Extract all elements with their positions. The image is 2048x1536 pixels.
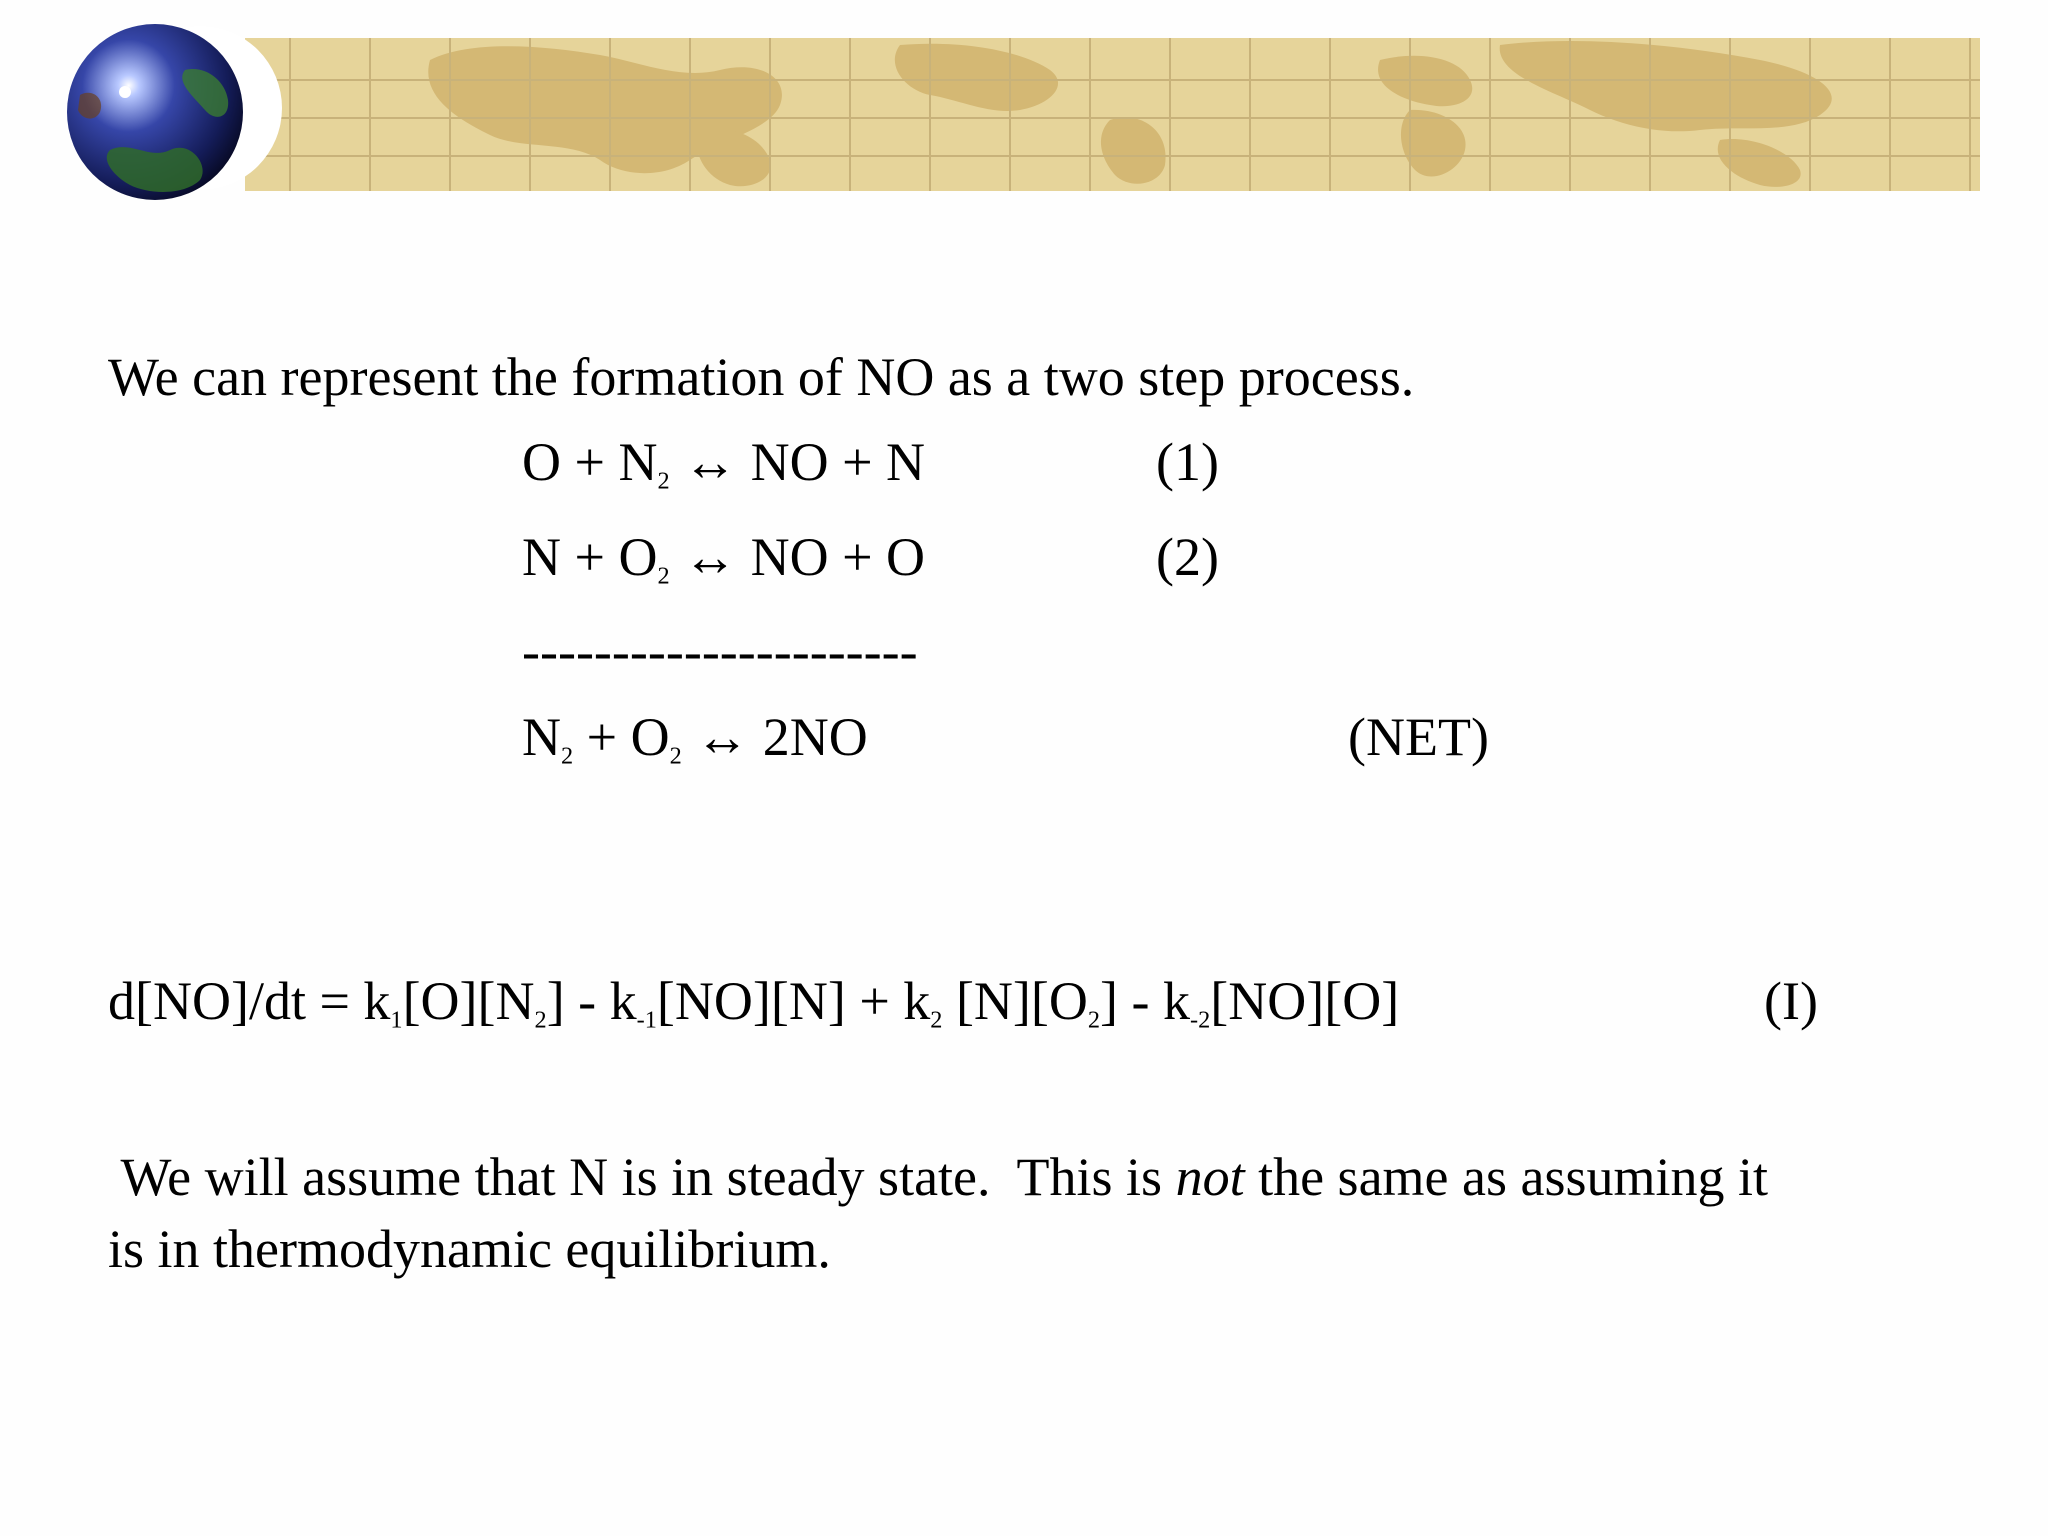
rate-equation — [108, 971, 1400, 1034]
net-reaction-part: + O — [573, 707, 670, 767]
conclusion-text: the same as assuming it — [1244, 1147, 1768, 1207]
net-reaction — [522, 707, 868, 770]
rate-equation-label: (I) — [1764, 971, 1818, 1031]
net-reaction-subscript: 2 — [669, 742, 682, 770]
reaction-1-label: (1) — [1156, 432, 1219, 492]
reaction-2-part: ↔ NO + O — [669, 527, 926, 587]
reaction-2 — [522, 527, 926, 590]
rate-equation-part: [N][O — [942, 971, 1088, 1031]
rate-equation-subscript: 2 — [534, 1006, 547, 1034]
net-reaction-label: (NET) — [1348, 707, 1489, 767]
rate-equation-part: [O][N — [402, 971, 535, 1031]
reaction-2-part: N + O — [522, 527, 658, 587]
rate-equation-subscript: -2 — [1190, 1006, 1211, 1034]
header-banner — [0, 0, 2048, 220]
rate-equation-part: [NO][O] — [1210, 971, 1400, 1031]
rate-equation-part: ] - k — [546, 971, 637, 1031]
rate-equation-subscript: -1 — [636, 1006, 657, 1034]
net-reaction-subscript: 2 — [561, 742, 574, 770]
rate-equation-subscript: 2 — [1087, 1006, 1101, 1034]
intro-text: We can represent the formation of NO as a two step process. — [108, 347, 1415, 407]
globe-icon — [67, 24, 243, 200]
net-reaction-part: N — [522, 707, 561, 767]
reaction-1-part: ↔ NO + N — [669, 432, 926, 492]
map-strip — [245, 38, 1980, 191]
reaction-1-part: O + N — [522, 432, 658, 492]
reaction-1 — [522, 432, 926, 495]
reaction-2-subscript: 2 — [657, 562, 670, 590]
reaction-2-label: (2) — [1156, 527, 1219, 587]
rate-equation-part: [NO][N] + k — [656, 971, 931, 1031]
net-reaction-part: ↔ 2NO — [681, 707, 868, 767]
reaction-1-subscript: 2 — [657, 467, 670, 495]
conclusion-text: We will assume that N is in steady state. This is — [108, 1147, 1176, 1207]
conclusion-line-1 — [108, 1147, 1768, 1207]
rate-equation-subscript: 2 — [930, 1006, 943, 1034]
conclusion-line-2: is in thermodynamic equilibrium. — [108, 1219, 831, 1279]
rate-equation-subscript: 1 — [390, 1006, 403, 1034]
rate-equation-part: ] - k — [1100, 971, 1191, 1031]
dashed-divider: ---------------------- — [522, 621, 918, 681]
rate-equation-part: d[NO]/dt = k — [108, 971, 391, 1031]
emphasis-not: not — [1175, 1147, 1245, 1207]
